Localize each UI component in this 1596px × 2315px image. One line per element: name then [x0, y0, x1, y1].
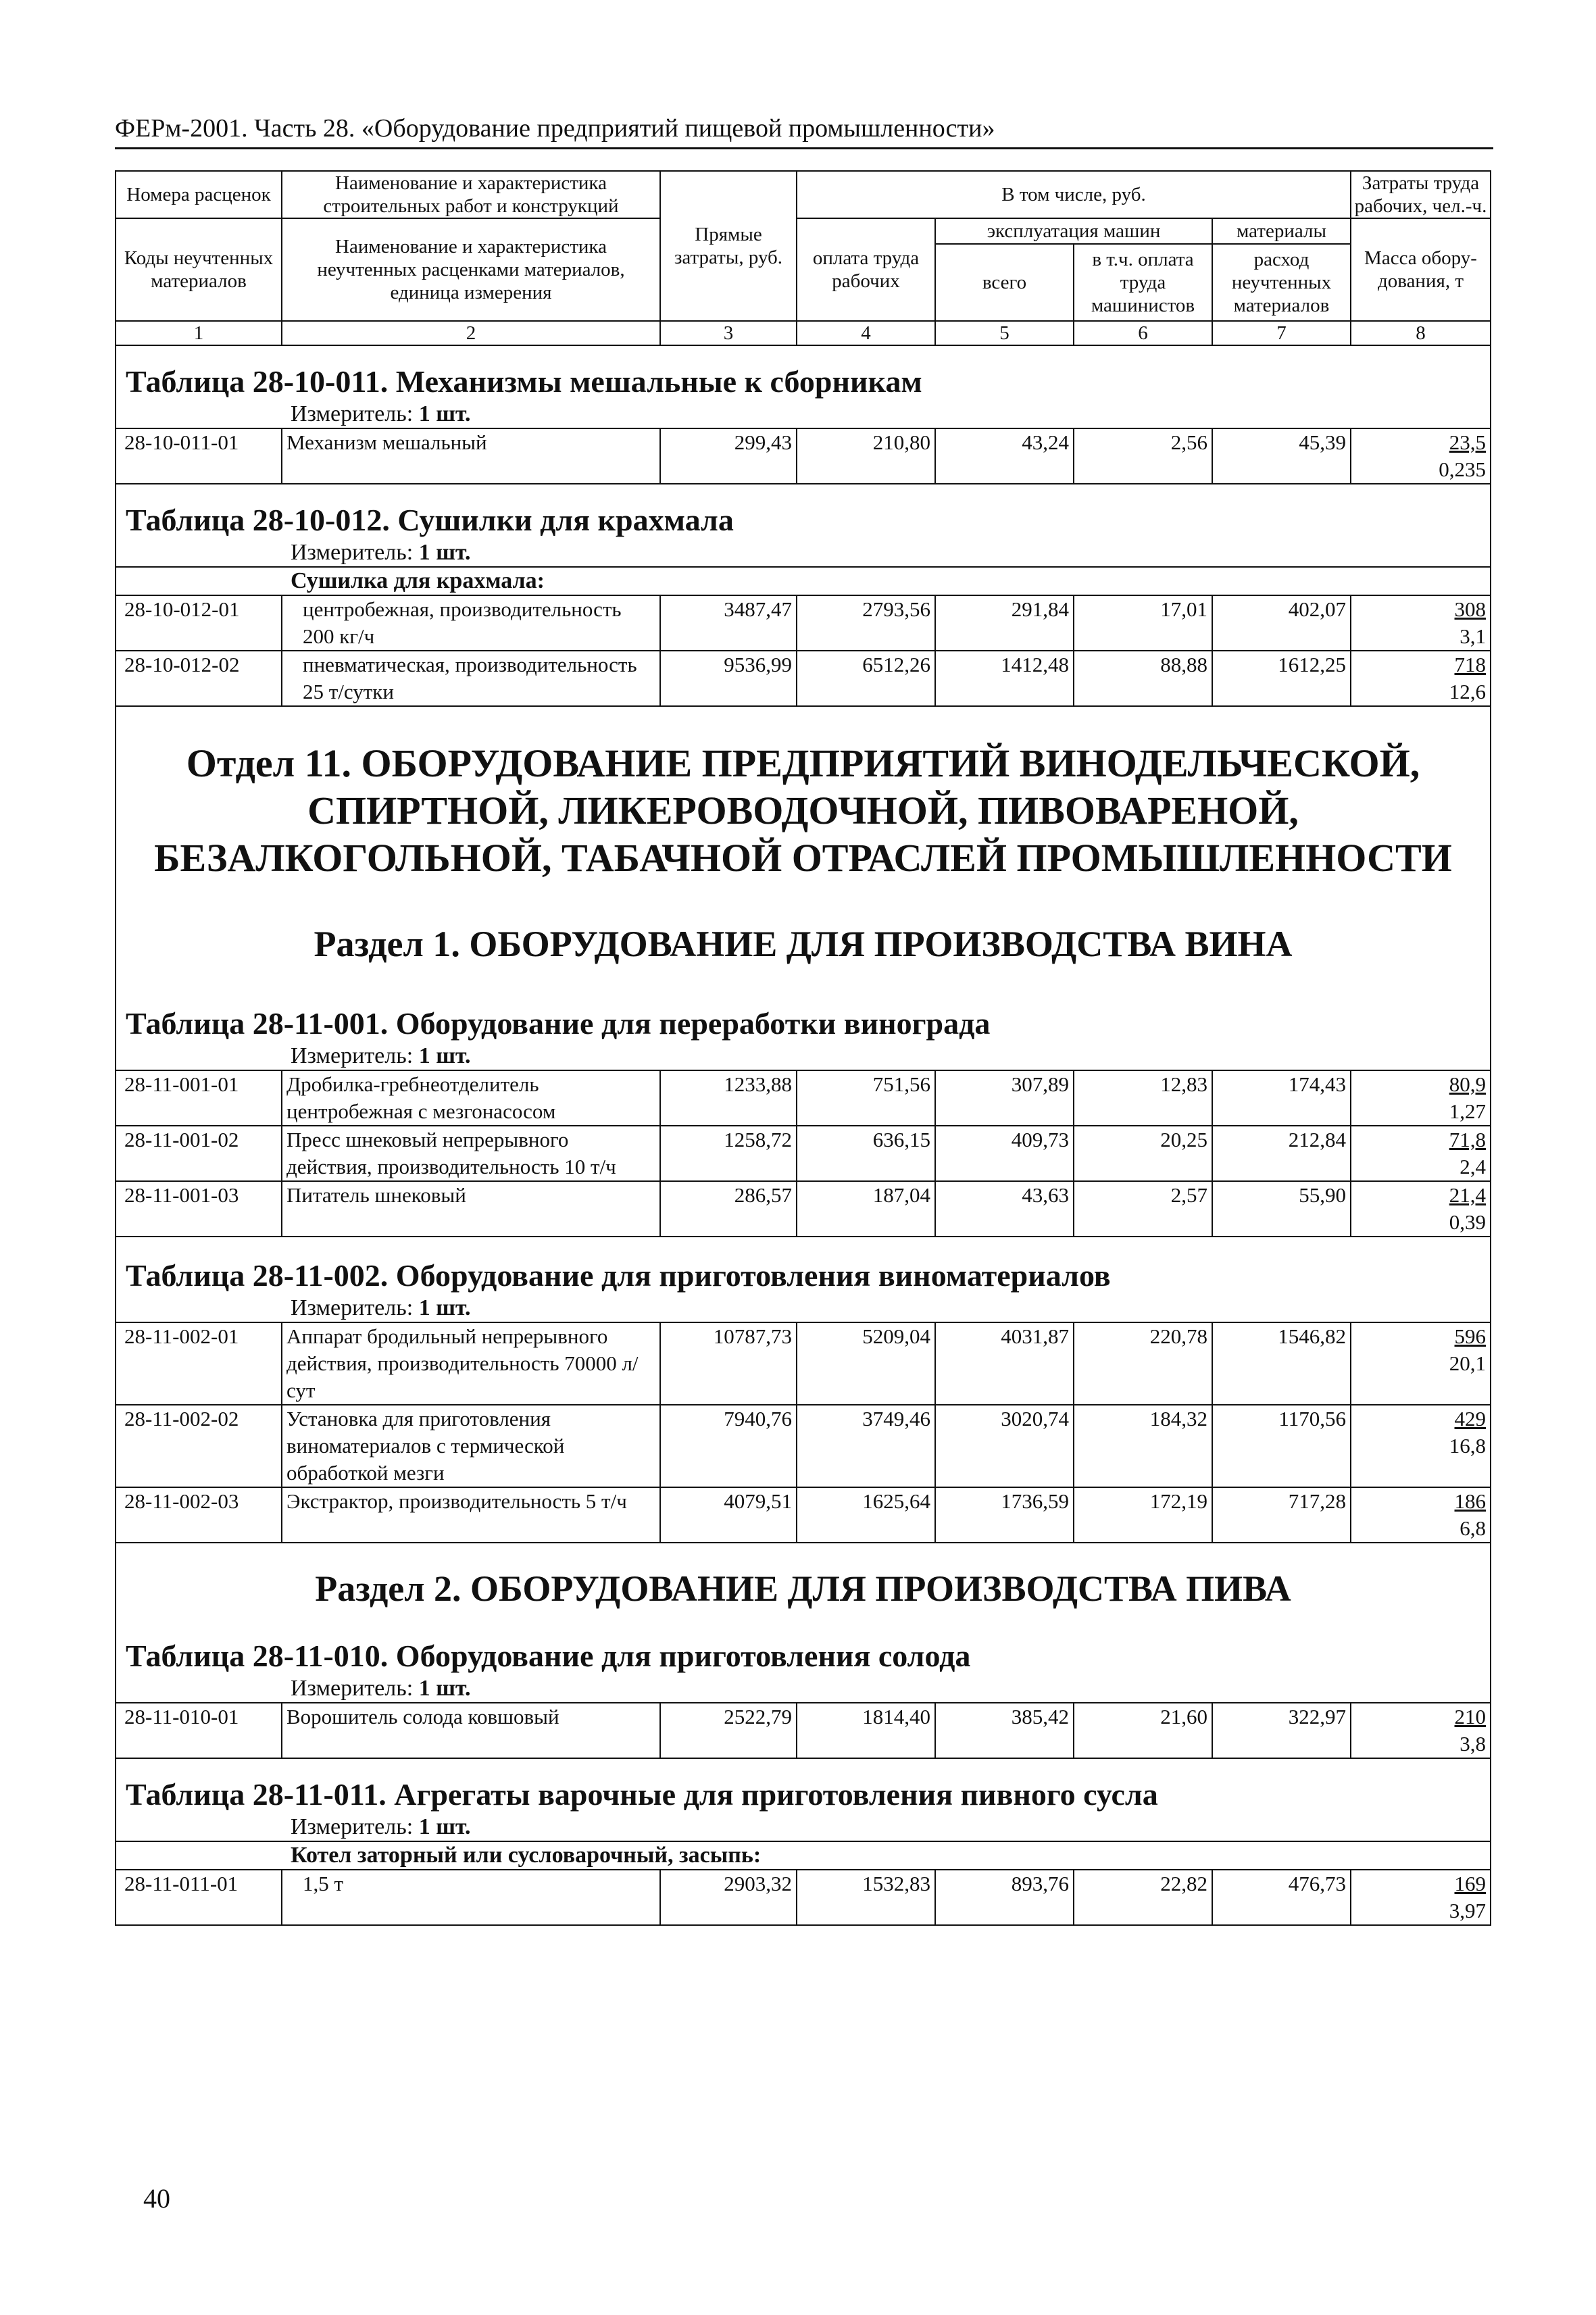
row-name: Механизм мешальный: [282, 428, 660, 484]
row-code: 28-10-012-02: [116, 651, 282, 706]
section-title: Раздел 2. ОБОРУДОВАНИЕ ДЛЯ ПРОИЗВОДСТВА ПИВА: [116, 1567, 1491, 1610]
col-header-materials: материалы: [1213, 219, 1350, 245]
section-title: Раздел 1. ОБОРУДОВАНИЕ ДЛЯ ПРОИЗВОДСТВА ВИНА: [116, 922, 1491, 966]
row-mass: 0,235: [1439, 457, 1486, 481]
row-labor-hours: 186: [1454, 1489, 1486, 1513]
row-operators: 184,32: [1074, 1405, 1212, 1487]
row-wages: 2793,56: [797, 595, 935, 651]
row-labor-hours: 80,9: [1449, 1072, 1486, 1096]
row-name: Ворошитель солода ковшовый: [282, 1703, 660, 1758]
row-hours-mass: [1351, 1181, 1491, 1237]
row-code: 28-11-011-01: [116, 1870, 282, 1925]
table-title: Таблица 28-11-011. Агрегаты варочные для приготовления пивного сусла: [116, 1776, 1491, 1814]
header-rule: [115, 147, 1493, 149]
row-machines: 409,73: [935, 1126, 1074, 1181]
row-wages: 3749,46: [797, 1405, 935, 1487]
row-direct-costs: 7940,76: [660, 1405, 797, 1487]
row-direct-costs: 4079,51: [660, 1487, 797, 1543]
table-row: [116, 1703, 1491, 1758]
row-name: Пресс шнековый непрерывного действия, производительность 10 т/ч: [282, 1126, 660, 1181]
col-header-exploitation: эксплуатация машин: [936, 219, 1212, 245]
row-labor-hours: 21,4: [1449, 1183, 1486, 1207]
measure-unit: [116, 539, 1491, 567]
col-header-codes-top: Номера расценок: [116, 171, 282, 218]
row-direct-costs: 2903,32: [660, 1870, 797, 1925]
row-wages: 751,56: [797, 1070, 935, 1126]
row-mass: 3,8: [1460, 1732, 1486, 1756]
department-title-line: Отдел 11. ОБОРУДОВАНИЕ ПРЕДПРИЯТИЙ ВИНОДЕЛЬЧЕСКОЙ,: [186, 741, 1420, 785]
row-machines: 893,76: [935, 1870, 1074, 1925]
row-hours-mass: [1351, 428, 1491, 484]
measure-label: Измеритель:: [291, 540, 414, 565]
row-direct-costs: 1258,72: [660, 1126, 797, 1181]
row-labor-hours: 718: [1454, 653, 1486, 676]
row-machines: 4031,87: [935, 1322, 1074, 1405]
measure-value: 1 шт.: [418, 540, 471, 565]
col-header-name-bottom: Наименование и характеристика неучтенных расценками материалов, единица измерения: [282, 218, 660, 321]
col-number: 3: [660, 321, 797, 345]
col-header-mass: Масса обору-дования, т: [1351, 218, 1491, 321]
row-code: 28-10-012-01: [116, 595, 282, 651]
row-wages: 1532,83: [797, 1870, 935, 1925]
col-header-direct-costs: Прямые затраты, руб.: [660, 171, 797, 321]
row-machines: 307,89: [935, 1070, 1074, 1126]
row-direct-costs: 286,57: [660, 1181, 797, 1237]
row-mass: 3,97: [1449, 1899, 1486, 1922]
table-row: [116, 651, 1491, 706]
col-number: 4: [797, 321, 935, 345]
row-hours-mass: [1351, 1703, 1491, 1758]
row-operators: 20,25: [1074, 1126, 1212, 1181]
row-labor-hours: 23,5: [1449, 430, 1486, 454]
row-code: 28-10-011-01: [116, 428, 282, 484]
page-number: 40: [143, 2183, 170, 2214]
col-number: 8: [1351, 321, 1491, 345]
table-row: [116, 1322, 1491, 1405]
row-materials: 1546,82: [1212, 1322, 1351, 1405]
row-code: 28-11-001-02: [116, 1126, 282, 1181]
row-materials: 402,07: [1212, 595, 1351, 651]
row-labor-hours: 429: [1454, 1407, 1486, 1430]
row-machines: 3020,74: [935, 1405, 1074, 1487]
row-mass: 12,6: [1449, 680, 1486, 703]
row-mass: 2,4: [1460, 1155, 1486, 1178]
row-materials: 1170,56: [1212, 1405, 1351, 1487]
row-name: 1,5 т: [282, 1870, 660, 1925]
row-name: Установка для приготовления виноматериалов с термической обработкой мезги: [282, 1405, 660, 1487]
row-operators: 21,60: [1074, 1703, 1212, 1758]
measure-value: 1 шт.: [418, 1814, 471, 1839]
row-machines: 1412,48: [935, 651, 1074, 706]
col-number: 5: [935, 321, 1074, 345]
row-mass: 16,8: [1449, 1434, 1486, 1458]
col-number: 1: [116, 321, 282, 345]
row-materials: 212,84: [1212, 1126, 1351, 1181]
col-header-machines-total: всего: [936, 245, 1074, 320]
col-header-wages: оплата труда рабочих: [797, 218, 935, 321]
running-header: ФЕРм-2001. Часть 28. «Оборудование предприятий пищевой промышленности»: [115, 114, 995, 143]
table-title: Таблица 28-10-011. Механизмы мешальные к сборникам: [116, 363, 1491, 401]
measure-label: Измеритель:: [291, 1814, 414, 1839]
row-operators: 172,19: [1074, 1487, 1212, 1543]
row-code: 28-11-010-01: [116, 1703, 282, 1758]
row-mass: 6,8: [1460, 1516, 1486, 1540]
measure-value: 1 шт.: [418, 1295, 471, 1320]
row-hours-mass: [1351, 1405, 1491, 1487]
col-number: 2: [282, 321, 660, 345]
column-numbers-row: [116, 321, 1491, 345]
row-direct-costs: 10787,73: [660, 1322, 797, 1405]
row-labor-hours: 71,8: [1449, 1128, 1486, 1151]
row-hours-mass: [1351, 1126, 1491, 1181]
row-hours-mass: [1351, 1322, 1491, 1405]
table-row: [116, 1405, 1491, 1487]
measure-value: 1 шт.: [418, 401, 471, 426]
row-direct-costs: 1233,88: [660, 1070, 797, 1126]
row-operators: 88,88: [1074, 651, 1212, 706]
row-name: Дробилка-гребнеотделитель центробежная с мезгонасосом: [282, 1070, 660, 1126]
measure-label: Измеритель:: [291, 1676, 414, 1701]
row-operators: 22,82: [1074, 1870, 1212, 1925]
header-row-2: [116, 218, 1491, 321]
row-machines: 291,84: [935, 595, 1074, 651]
row-labor-hours: 596: [1454, 1324, 1486, 1348]
table-row: [116, 1181, 1491, 1237]
row-machines: 1736,59: [935, 1487, 1074, 1543]
row-code: 28-11-002-02: [116, 1405, 282, 1487]
row-materials: 55,90: [1212, 1181, 1351, 1237]
row-code: 28-11-002-01: [116, 1322, 282, 1405]
col-header-including: В том числе, руб.: [797, 171, 1351, 218]
row-mass: 20,1: [1449, 1351, 1486, 1375]
row-name: пневматическая, производительность 25 т/сутки: [282, 651, 660, 706]
row-direct-costs: 2522,79: [660, 1703, 797, 1758]
col-header-name-top: Наименование и характеристика строительных работ и конструкций: [282, 171, 660, 218]
measure-value: 1 шт.: [418, 1043, 471, 1068]
table-row: [116, 1487, 1491, 1543]
row-code: 28-11-001-01: [116, 1070, 282, 1126]
table-row: [116, 1870, 1491, 1925]
row-machines: 43,63: [935, 1181, 1074, 1237]
table-title: Таблица 28-11-002. Оборудование для приготовления виноматериалов: [116, 1257, 1491, 1295]
row-hours-mass: [1351, 651, 1491, 706]
row-materials: 476,73: [1212, 1870, 1351, 1925]
row-materials: 717,28: [1212, 1487, 1351, 1543]
row-code: 28-11-002-03: [116, 1487, 282, 1543]
col-number: 6: [1074, 321, 1212, 345]
col-header-material-use: расход неучтенных материалов: [1231, 249, 1332, 316]
price-table: [115, 170, 1491, 1926]
group-label: Сушилка для крахмала:: [116, 567, 1491, 595]
col-header-codes-bottom: Коды неучтенных материалов: [116, 218, 282, 321]
measure-label: Измеритель:: [291, 1043, 414, 1068]
row-operators: 220,78: [1074, 1322, 1212, 1405]
table-row: [116, 1126, 1491, 1181]
row-wages: 636,15: [797, 1126, 935, 1181]
row-code: 28-11-001-03: [116, 1181, 282, 1237]
department-title-line: БЕЗАЛКОГОЛЬНОЙ, ТАБАЧНОЙ ОТРАСЛЕЙ ПРОМЫШЛЕННОСТИ: [154, 836, 1452, 880]
measure-value: 1 шт.: [418, 1676, 471, 1701]
col-header-machines-group: [935, 218, 1212, 321]
row-operators: 12,83: [1074, 1070, 1212, 1126]
row-materials: 1612,25: [1212, 651, 1351, 706]
row-mass: 0,39: [1449, 1210, 1486, 1234]
row-machines: 43,24: [935, 428, 1074, 484]
row-wages: 6512,26: [797, 651, 935, 706]
row-hours-mass: [1351, 595, 1491, 651]
row-labor-hours: 308: [1454, 597, 1486, 621]
measure-unit: [116, 1043, 1491, 1070]
department-title: [116, 740, 1491, 882]
department-title-line: СПИРТНОЙ, ЛИКЕРОВОДОЧНОЙ, ПИВОВАРЕНОЙ,: [307, 789, 1299, 832]
row-operators: 2,56: [1074, 428, 1212, 484]
row-hours-mass: [1351, 1487, 1491, 1543]
table-row: [116, 1070, 1491, 1126]
row-operators: 17,01: [1074, 595, 1212, 651]
row-name: центробежная, производительность 200 кг/ч: [282, 595, 660, 651]
row-labor-hours: 210: [1454, 1705, 1486, 1728]
row-direct-costs: 9536,99: [660, 651, 797, 706]
header-row: [116, 171, 1491, 218]
group-label: Котел заторный или сусловарочный, засыпь:: [116, 1841, 1491, 1870]
row-wages: 1625,64: [797, 1487, 935, 1543]
table-title: Таблица 28-11-010. Оборудование для приготовления солода: [116, 1637, 1491, 1675]
row-machines: 385,42: [935, 1703, 1074, 1758]
row-wages: 187,04: [797, 1181, 935, 1237]
row-labor-hours: 169: [1454, 1872, 1486, 1895]
table-row: [116, 595, 1491, 651]
row-hours-mass: [1351, 1070, 1491, 1126]
row-mass: 1,27: [1449, 1099, 1486, 1123]
col-header-materials-group: [1212, 218, 1351, 321]
row-direct-costs: 299,43: [660, 428, 797, 484]
measure-unit: [116, 1814, 1491, 1841]
col-header-operators: в т.ч. оплата труда машинистов: [1091, 249, 1195, 316]
table-title: Таблица 28-11-001. Оборудование для переработки винограда: [116, 1005, 1491, 1043]
col-header-labor-hours: Затраты труда рабочих, чел.-ч.: [1351, 171, 1491, 218]
measure-label: Измеритель:: [291, 1295, 414, 1320]
measure-unit: [116, 1675, 1491, 1703]
row-name: Экстрактор, производительность 5 т/ч: [282, 1487, 660, 1543]
row-wages: 210,80: [797, 428, 935, 484]
row-wages: 5209,04: [797, 1322, 935, 1405]
row-materials: 45,39: [1212, 428, 1351, 484]
table-title: Таблица 28-10-012. Сушилки для крахмала: [116, 501, 1491, 539]
measure-unit: [116, 1295, 1491, 1322]
measure-unit: [116, 401, 1491, 428]
col-number: 7: [1212, 321, 1351, 345]
table-row: [116, 428, 1491, 484]
row-direct-costs: 3487,47: [660, 595, 797, 651]
row-mass: 3,1: [1460, 624, 1486, 648]
row-wages: 1814,40: [797, 1703, 935, 1758]
row-materials: 322,97: [1212, 1703, 1351, 1758]
row-operators: 2,57: [1074, 1181, 1212, 1237]
measure-label: Измеритель:: [291, 401, 414, 426]
row-name: Аппарат бродильный непрерывного действия, производительность 70000 л/сут: [282, 1322, 660, 1405]
row-materials: 174,43: [1212, 1070, 1351, 1126]
row-hours-mass: [1351, 1870, 1491, 1925]
row-name: Питатель шнековый: [282, 1181, 660, 1237]
